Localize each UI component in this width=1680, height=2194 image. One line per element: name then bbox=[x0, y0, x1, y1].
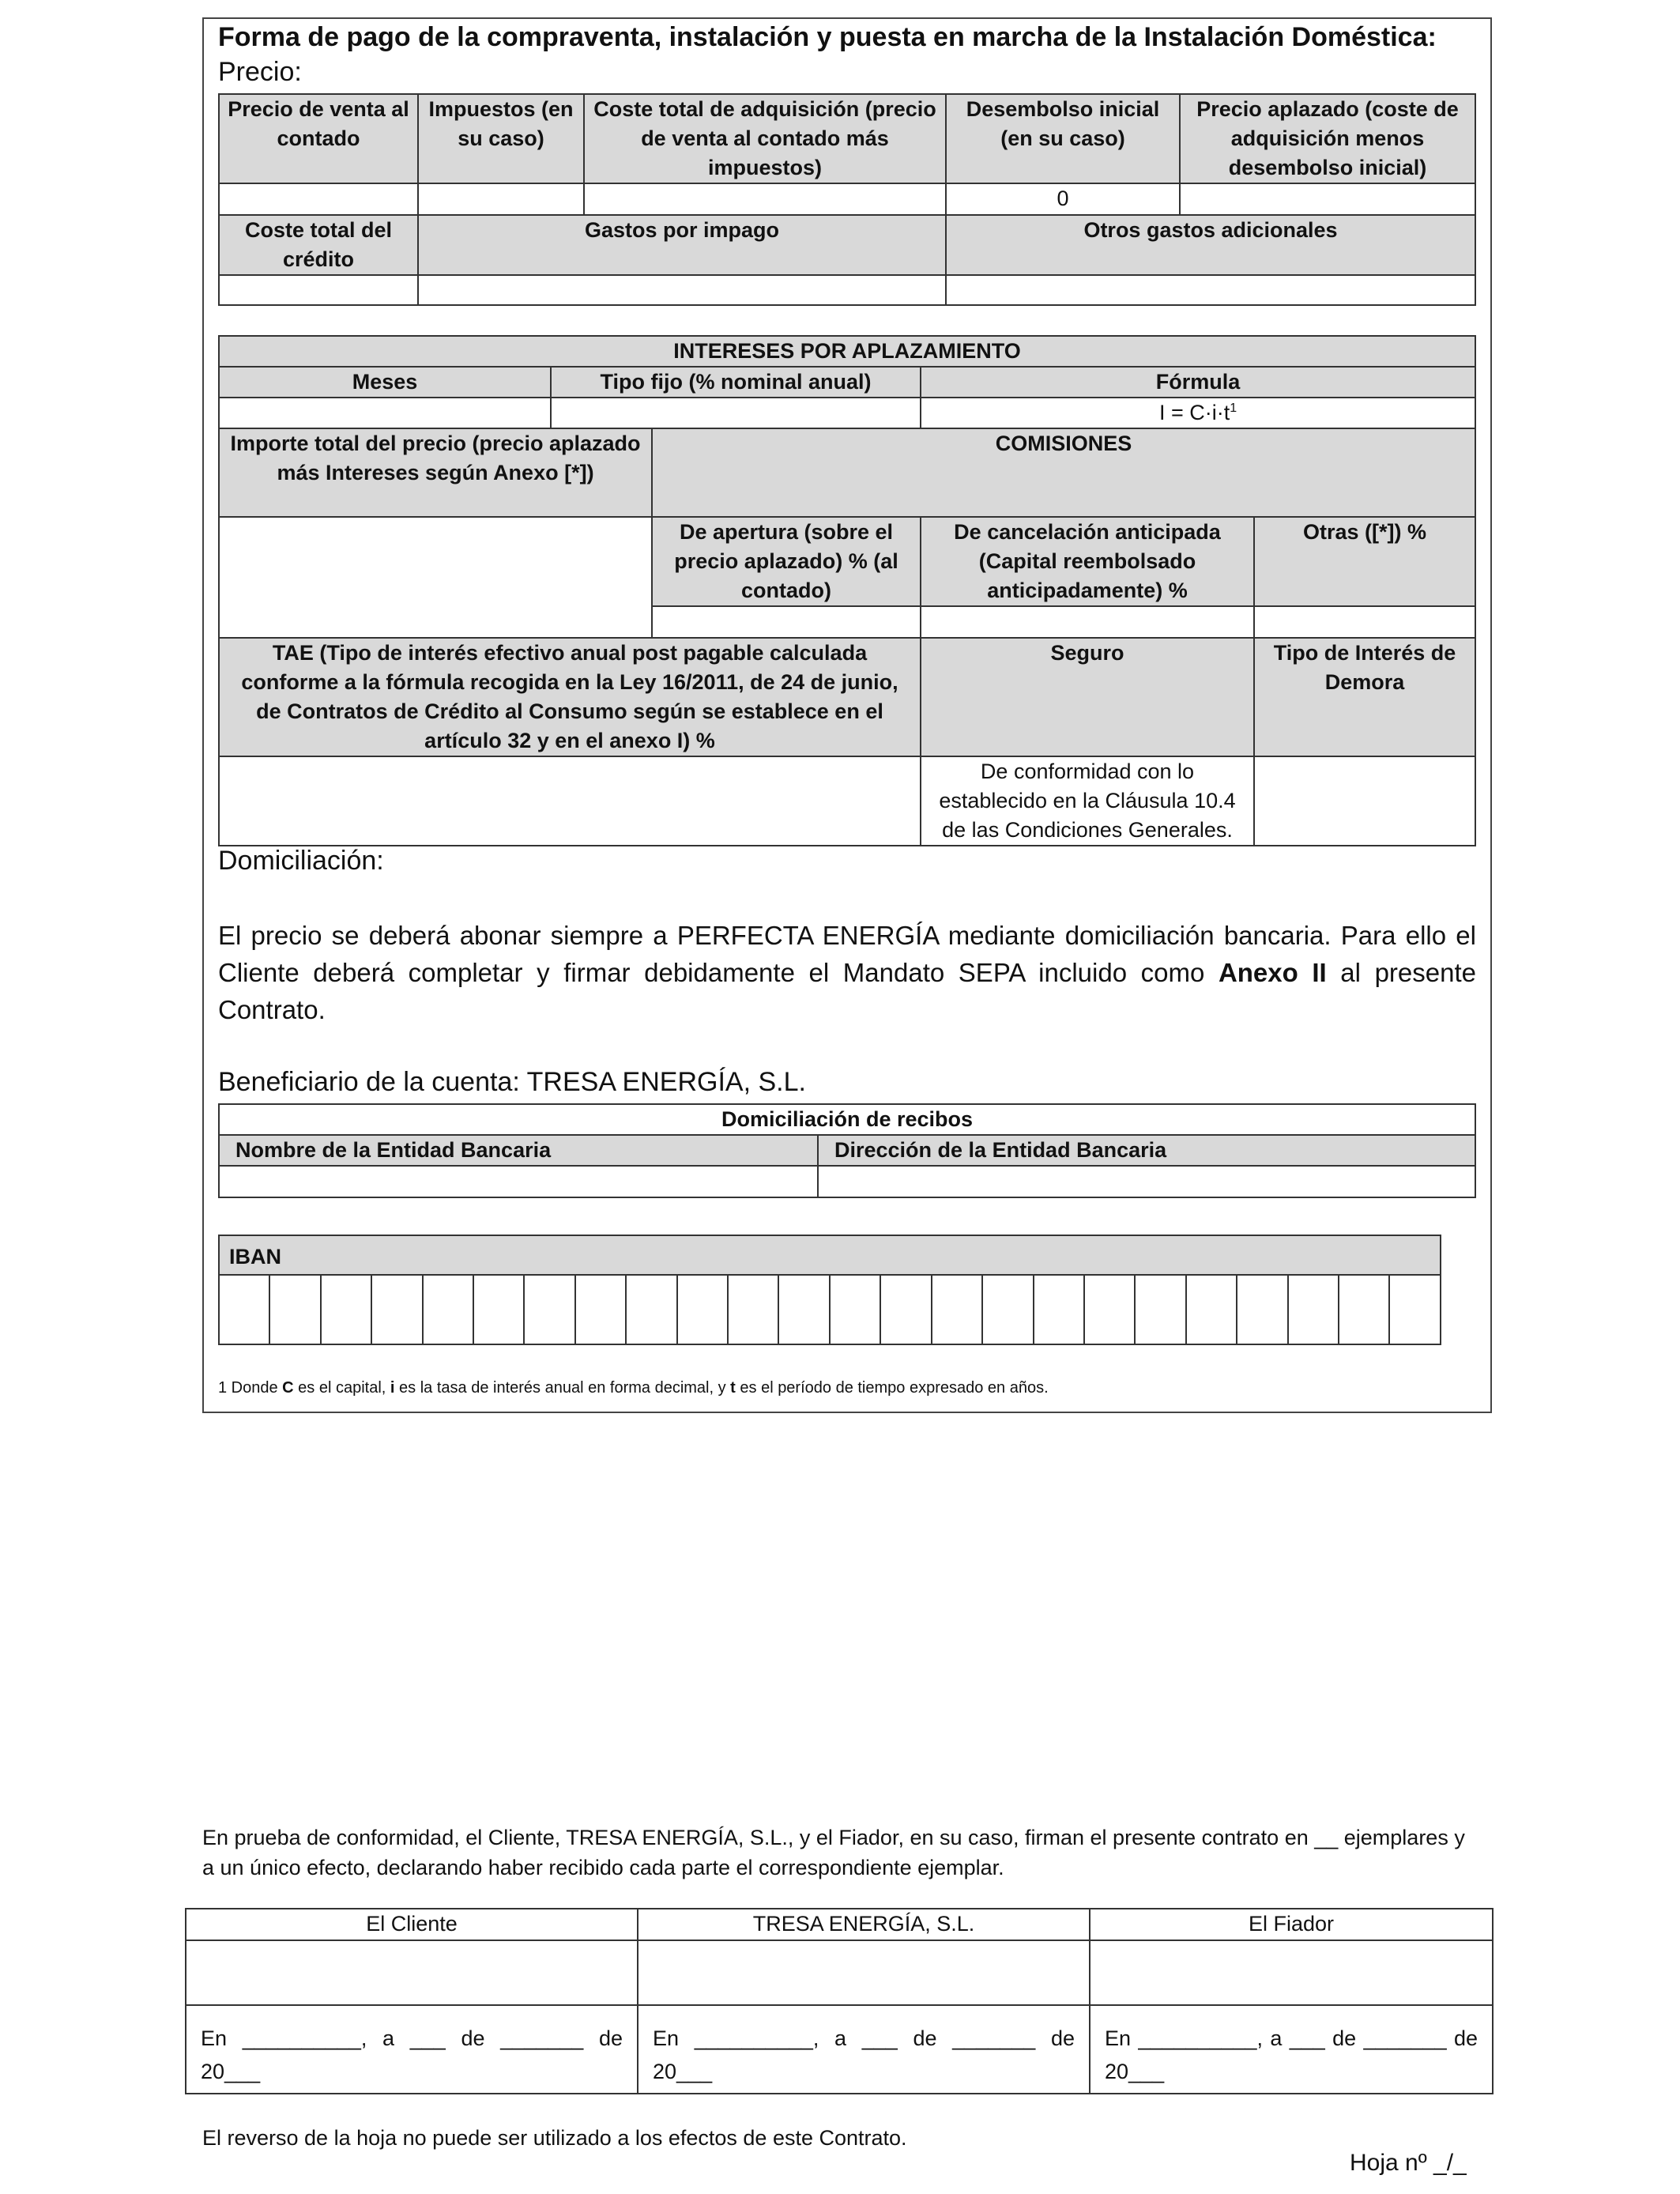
footnote-i: i bbox=[390, 1379, 395, 1397]
form-heading: Forma de pago de la compraventa, instalación y puesta en marcha de la Instalación Doméstica: bbox=[218, 22, 1437, 52]
iban-digit-box[interactable] bbox=[880, 1275, 931, 1344]
header-tresa: TRESA ENERGÍA, S.L. bbox=[638, 1909, 1090, 1940]
header-tae: TAE (Tipo de interés efectivo anual post pagable calculada conforme a la fórmula recogida en la Ley 16/2011, de 24 de junio, de Contratos de Crédito al Consumo según se establece en el artículo 32 y en el anexo I) % bbox=[219, 638, 921, 756]
cell-precio-contado[interactable] bbox=[219, 183, 418, 215]
header-impuestos: Impuestos (en su caso) bbox=[418, 94, 584, 183]
header-gastos-impago: Gastos por impago bbox=[418, 215, 946, 275]
formula-text: I = C·i·t bbox=[1158, 401, 1230, 424]
header-comision-cancelacion: De cancelación anticipada (Capital reembolsado anticipadamente) % bbox=[921, 517, 1254, 606]
recibos-table bbox=[218, 1103, 1476, 1198]
cell-impuestos[interactable] bbox=[418, 183, 584, 215]
iban-digit-box[interactable] bbox=[932, 1275, 982, 1344]
cell-importe-total[interactable] bbox=[219, 517, 652, 638]
iban-digit-box[interactable] bbox=[1084, 1275, 1135, 1344]
iban-digit-box[interactable] bbox=[1288, 1275, 1339, 1344]
header-precio-contado: Precio de venta al contado bbox=[219, 94, 418, 183]
header-seguro: Seguro bbox=[921, 638, 1254, 756]
beneficiario-text: Beneficiario de la cuenta: TRESA ENERGÍA, S.L. bbox=[218, 1067, 806, 1097]
iban-digit-box[interactable] bbox=[830, 1275, 880, 1344]
lugar-fecha-fiador[interactable]: En __________, a ___ de _______ de 20___ bbox=[1090, 2005, 1493, 2094]
footnote-text-2: es la tasa de interés anual en forma decimal, y bbox=[394, 1379, 731, 1397]
header-formula: Fórmula bbox=[921, 367, 1475, 398]
cell-coste-credito[interactable] bbox=[219, 275, 418, 305]
iban-digit-box[interactable] bbox=[1237, 1275, 1287, 1344]
recibos-title: Domiciliación de recibos bbox=[219, 1104, 1475, 1135]
footnote-text-1: es el capital, bbox=[293, 1379, 390, 1397]
footnote-c: C bbox=[282, 1379, 294, 1397]
firma-cliente[interactable] bbox=[186, 1940, 638, 2005]
domiciliacion-text-part: El precio se deberá abonar siempre a PERFECTA ENERGÍA mediante domiciliación bancaria. Para ello el Cliente deberá completar y firmar debidamente el Mandato SEPA incluido como bbox=[218, 921, 1476, 987]
cell-seguro: De conformidad con lo establecido en la Cláusula 10.4 de las Condiciones Generales. bbox=[921, 756, 1254, 846]
firma-tresa[interactable] bbox=[638, 1940, 1090, 2005]
cell-precio-aplazado[interactable] bbox=[1180, 183, 1475, 215]
cell-tipo-fijo[interactable] bbox=[551, 398, 921, 428]
header-coste-total: Coste total de adquisición (precio de venta al contado más impuestos) bbox=[584, 94, 946, 183]
cell-otros-gastos[interactable] bbox=[946, 275, 1475, 305]
firma-fiador[interactable] bbox=[1090, 1940, 1493, 2005]
cell-nombre-entidad[interactable] bbox=[219, 1166, 818, 1197]
iban-digit-box[interactable] bbox=[219, 1275, 269, 1344]
conformidad-text: En prueba de conformidad, el Cliente, TRESA ENERGÍA, S.L., y el Fiador, en su caso, firman el presente contrato en __ ejemplares y a un único efecto, declarando haber recibido cada parte el correspondiente ejemplar. bbox=[202, 1826, 1465, 1879]
header-desembolso: Desembolso inicial (en su caso) bbox=[946, 94, 1180, 183]
intereses-title: INTERESES POR APLAZAMIENTO bbox=[219, 336, 1475, 367]
header-demora: Tipo de Interés de Demora bbox=[1254, 638, 1475, 756]
cell-formula bbox=[921, 398, 1475, 428]
domiciliacion-label: Domiciliación: bbox=[218, 846, 384, 876]
reverso-text: El reverso de la hoja no puede ser utilizado a los efectos de este Contrato. bbox=[202, 2126, 907, 2150]
cell-tae[interactable] bbox=[219, 756, 921, 846]
anexo-reference: Anexo II bbox=[1218, 958, 1327, 987]
cell-comision-cancelacion[interactable] bbox=[921, 606, 1254, 638]
header-meses: Meses bbox=[219, 367, 551, 398]
iban-digit-box[interactable] bbox=[728, 1275, 778, 1344]
header-importe-total: Importe total del precio (precio aplazado más Intereses según Anexo [*]) bbox=[219, 428, 652, 517]
iban-label: IBAN bbox=[219, 1235, 1441, 1275]
firmas-table bbox=[185, 1908, 1494, 2094]
domiciliacion-text bbox=[218, 917, 1476, 1028]
footnote-prefix: 1 Donde bbox=[218, 1379, 283, 1397]
cell-direccion-entidad[interactable] bbox=[818, 1166, 1475, 1197]
header-precio-aplazado: Precio aplazado (coste de adquisición menos desembolso inicial) bbox=[1180, 94, 1475, 183]
precio-label: Precio: bbox=[218, 57, 302, 87]
iban-digit-box[interactable] bbox=[626, 1275, 676, 1344]
header-comision-otras: Otras ([*]) % bbox=[1254, 517, 1475, 606]
header-fiador: El Fiador bbox=[1090, 1909, 1493, 1940]
iban-digit-box[interactable] bbox=[423, 1275, 473, 1344]
precio-table bbox=[218, 93, 1476, 306]
iban-digit-box[interactable] bbox=[269, 1275, 320, 1344]
iban-digit-box[interactable] bbox=[778, 1275, 829, 1344]
iban-digit-box[interactable] bbox=[473, 1275, 524, 1344]
iban-table bbox=[218, 1235, 1441, 1345]
page-number: Hoja nº _/_ bbox=[1350, 2150, 1467, 2176]
lugar-fecha-tresa[interactable]: En __________, a ___ de _______ de 20___ bbox=[638, 2005, 1090, 2094]
lugar-fecha-cliente[interactable]: En __________, a ___ de _______ de 20___ bbox=[186, 2005, 638, 2094]
iban-digit-box[interactable] bbox=[1389, 1275, 1441, 1344]
header-otros-gastos: Otros gastos adicionales bbox=[946, 215, 1475, 275]
footnote-text-3: es el período de tiempo expresado en años. bbox=[735, 1379, 1049, 1397]
cell-comision-otras[interactable] bbox=[1254, 606, 1475, 638]
iban-digit-box[interactable] bbox=[1186, 1275, 1237, 1344]
footnote-t: t bbox=[730, 1379, 736, 1397]
iban-digit-box[interactable] bbox=[524, 1275, 574, 1344]
cell-gastos-impago[interactable] bbox=[418, 275, 946, 305]
iban-digit-box[interactable] bbox=[1034, 1275, 1084, 1344]
header-nombre-entidad: Nombre de la Entidad Bancaria bbox=[219, 1135, 818, 1166]
cell-comision-apertura[interactable] bbox=[652, 606, 921, 638]
formula-footnote-ref: 1 bbox=[1230, 401, 1237, 415]
iban-digit-box[interactable] bbox=[575, 1275, 626, 1344]
header-comision-apertura: De apertura (sobre el precio aplazado) % (al contado) bbox=[652, 517, 921, 606]
footnote bbox=[218, 1379, 1049, 1397]
iban-digit-box[interactable] bbox=[371, 1275, 422, 1344]
cell-demora[interactable] bbox=[1254, 756, 1475, 846]
cell-coste-total[interactable] bbox=[584, 183, 946, 215]
iban-digit-box[interactable] bbox=[321, 1275, 371, 1344]
iban-digit-box[interactable] bbox=[677, 1275, 728, 1344]
header-coste-credito: Coste total del crédito bbox=[219, 215, 418, 275]
iban-digit-box[interactable] bbox=[1135, 1275, 1185, 1344]
header-comisiones: COMISIONES bbox=[652, 428, 1475, 517]
header-tipo-fijo: Tipo fijo (% nominal anual) bbox=[551, 367, 921, 398]
intereses-table bbox=[218, 335, 1476, 846]
domiciliacion-text-end: al presente Contrato. bbox=[218, 958, 1476, 1024]
header-cliente: El Cliente bbox=[186, 1909, 638, 1940]
cell-meses[interactable] bbox=[219, 398, 551, 428]
cell-desembolso[interactable]: 0 bbox=[946, 183, 1180, 215]
iban-digit-box[interactable] bbox=[982, 1275, 1033, 1344]
iban-digit-box[interactable] bbox=[1339, 1275, 1389, 1344]
header-direccion-entidad: Dirección de la Entidad Bancaria bbox=[818, 1135, 1475, 1166]
